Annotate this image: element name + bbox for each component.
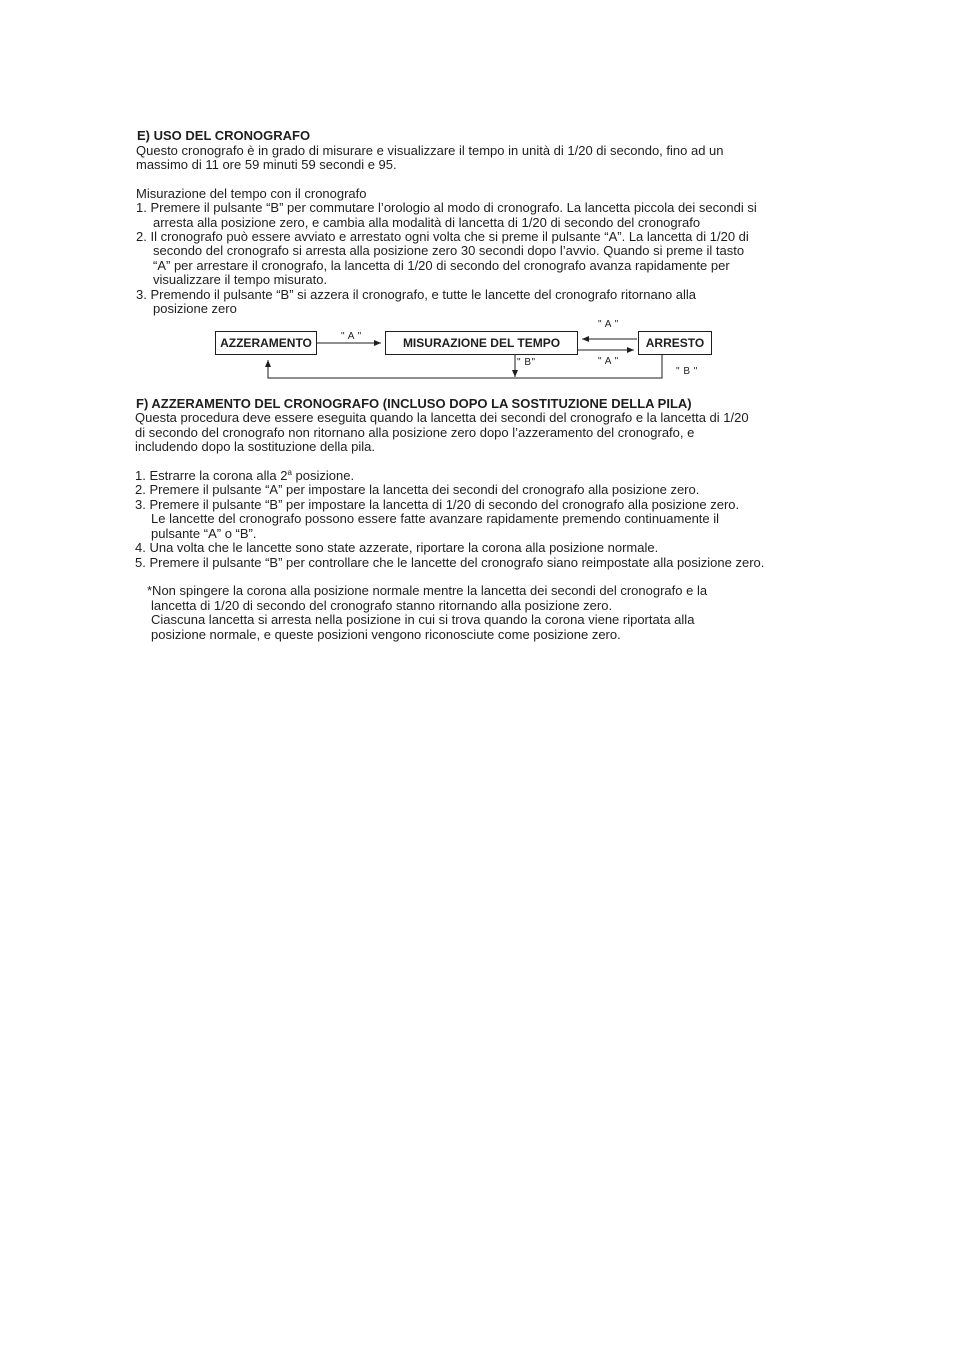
section-f-step-1-sup: a <box>287 468 292 477</box>
section-e-step-line: 1. Premere il pulsante “B” per commutare l’orologio al modo di cronografo. La lancetta piccola dei secondi si <box>136 200 757 215</box>
box-stop: ARRESTO <box>638 331 712 355</box>
label-button-b: " B " <box>676 366 698 377</box>
section-e-step-line: 3. Premendo il pulsante “B” si azzera il cronografo, e tutte le lancette del cronografo ritornano alla <box>136 287 697 302</box>
section-f-title: F) AZZERAMENTO DEL CRONOGRAFO (INCLUSO DOPO LA SOSTITUZIONE DELLA PILA) <box>136 396 692 411</box>
section-f-step-1-text-end: posizione. <box>291 468 355 483</box>
section-e-step-line: 2. Il cronografo può essere avviato e arrestato ogni volta che si preme il pulsante “A”. La lancetta di 1/20 di <box>136 229 749 244</box>
label-button-a: " A " <box>341 331 362 342</box>
section-e-step-line: arresta alla posizione zero, e cambia alla modalità di lancetta di 1/20 di secondo del cronografo <box>153 215 701 230</box>
section-e-step-line: visualizzare il tempo misurato. <box>153 272 328 287</box>
section-f-note-line: *Non spingere la corona alla posizione normale mentre la lancetta dei secondi del cronografo e la <box>147 583 708 598</box>
section-e-intro-line: massimo di 11 ore 59 minuti 59 secondi e 95. <box>136 157 397 172</box>
box-measure: MISURAZIONE DEL TEMPO <box>385 331 578 355</box>
section-f-step-1-text: 1. Estrarre la corona alla 2 <box>135 468 288 483</box>
section-e-subtitle: Misurazione del tempo con il cronografo <box>136 186 367 201</box>
label-button-a: " A " <box>598 319 619 330</box>
label-button-b: " B" <box>517 357 536 368</box>
section-e-intro-line: Questo cronografo è in grado di misurare e visualizzare il tempo in unità di 1/20 di secondo, fino ad un <box>136 143 724 158</box>
section-f-note-line: lancetta di 1/20 di secondo del cronografo stanno ritornando alla posizione zero. <box>151 598 613 613</box>
section-f-note-line: posizione normale, e queste posizioni vengono riconosciute come posizione zero. <box>151 627 621 642</box>
section-f-step-line: 4. Una volta che le lancette sono state azzerate, riportare la corona alla posizione normale. <box>135 540 659 555</box>
section-f-note-line: Ciascuna lancetta si arresta nella posizione in cui si trova quando la corona viene riportata alla <box>151 612 695 627</box>
section-f-step-line: 2. Premere il pulsante “A” per impostare la lancetta dei secondi del cronografo alla posizione zero. <box>135 482 700 497</box>
section-f-intro-line: includendo dopo la sostituzione della pila. <box>135 439 375 454</box>
section-e-title: E) USO DEL CRONOGRAFO <box>137 128 311 143</box>
section-e-step-line: “A” per arrestare il cronografo, la lancetta di 1/20 di secondo del cronografo avanza rapidamente per <box>153 258 730 273</box>
section-f-step-line: Le lancette del cronografo possono essere fatte avanzare rapidamente premendo continuamente il <box>151 511 720 526</box>
section-e-step-line: posizione zero <box>153 301 237 316</box>
section-f-step-line: 5. Premere il pulsante “B” per controllare che le lancette del cronografo siano reimpostate alla posizione zero. <box>135 555 765 570</box>
section-e-step-line: secondo del cronografo si arresta alla posizione zero 30 secondi dopo l’avvio. Quando si preme il tasto <box>153 243 745 258</box>
box-reset: AZZERAMENTO <box>215 331 317 355</box>
section-f-intro-line: Questa procedura deve essere eseguita quando la lancetta dei secondi del cronografo e la lancetta di 1/20 <box>135 410 749 425</box>
label-button-a: " A " <box>598 356 619 367</box>
section-f-step-line: 3. Premere il pulsante “B” per impostare la lancetta di 1/20 di secondo del cronografo alla posizione zero. <box>135 497 740 512</box>
section-f-intro-line: di secondo del cronografo non ritornano alla posizione zero dopo l’azzeramento del cronografo, e <box>135 425 695 440</box>
section-f-step-line: pulsante “A” o “B”. <box>151 526 257 541</box>
